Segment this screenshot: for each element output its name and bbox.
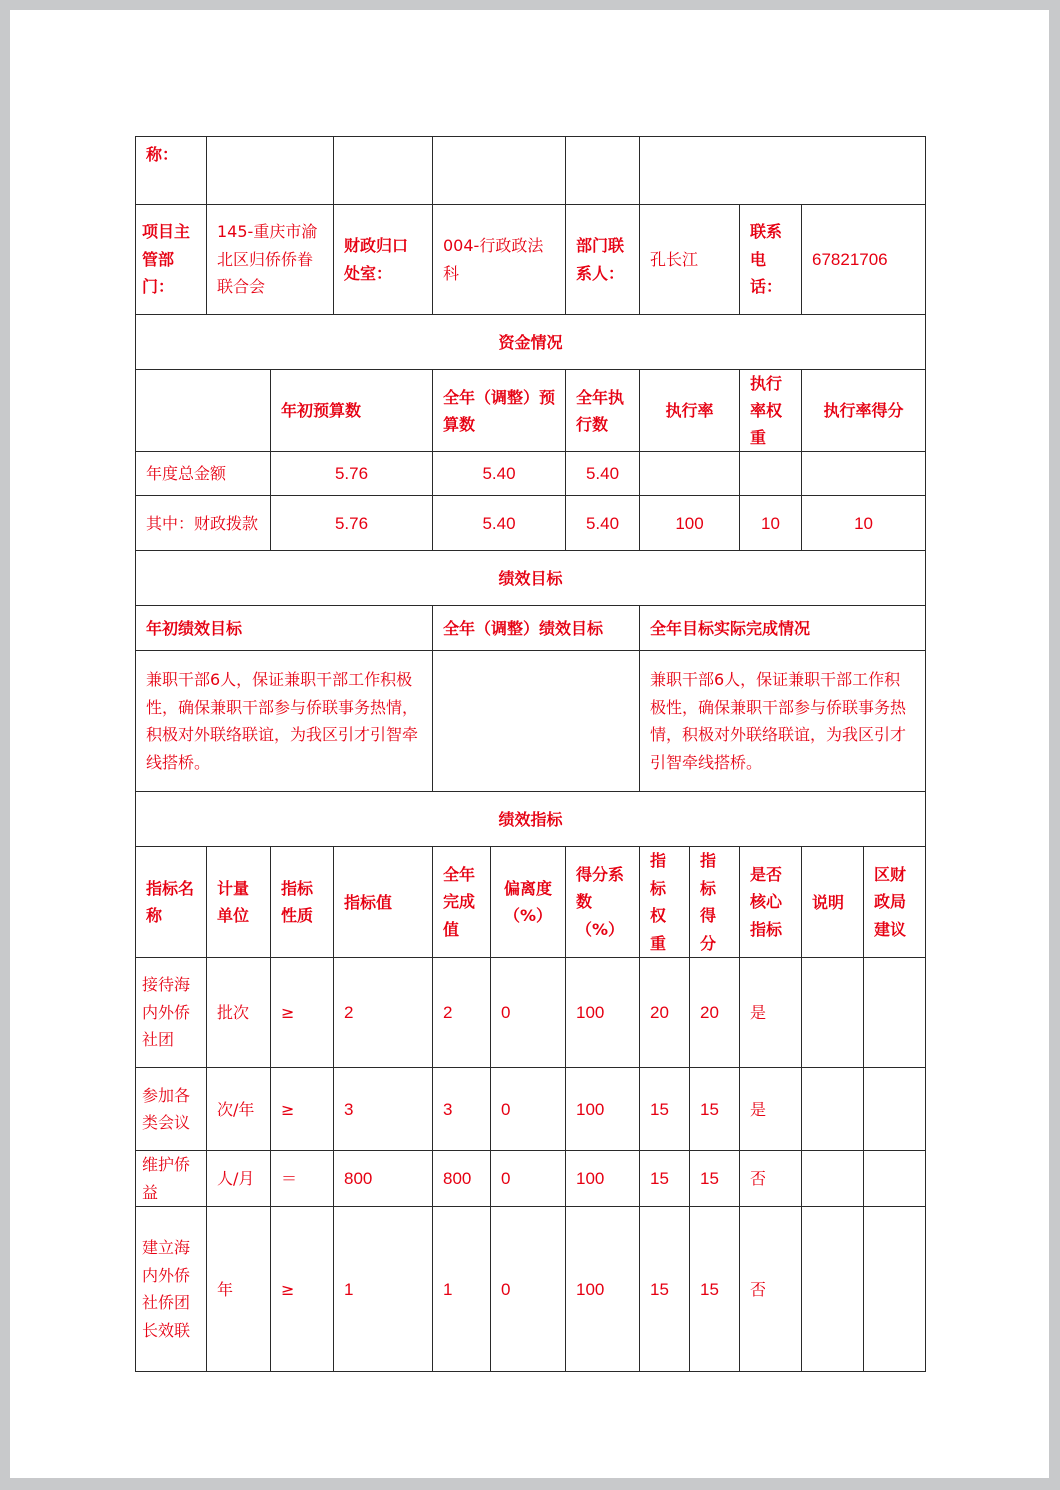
ind-header-nature: 指标性质 [271, 847, 334, 958]
name-cell-1 [207, 137, 334, 205]
ind-value: 800 [334, 1151, 433, 1207]
contact-value: 孔长江 [640, 205, 740, 315]
document-page [10, 10, 1049, 1478]
ind-unit: 年 [207, 1207, 271, 1372]
ind-unit: 次/年 [207, 1068, 271, 1151]
ind-nature: ≥ [271, 958, 334, 1068]
ind-header-deviation: 偏离度（%） [491, 847, 566, 958]
ind-header-unit: 计量单位 [207, 847, 271, 958]
funds-header-empty [136, 370, 271, 452]
ind-nature: ≥ [271, 1207, 334, 1372]
indicator-row [136, 958, 926, 1068]
ind-score: 15 [690, 1068, 740, 1151]
ind-name: 建立海内外侨社侨团长效联 [136, 1207, 207, 1372]
ind-advice [864, 958, 926, 1068]
name-cell-4 [566, 137, 640, 205]
name-cell-2 [334, 137, 433, 205]
funds-header-budget: 年初预算数 [271, 370, 433, 452]
funds-rate-value: 100 [640, 496, 740, 551]
finance-label: 财政归口处室： [334, 205, 433, 315]
funds-rate-value [640, 452, 740, 496]
ind-advice [864, 1207, 926, 1372]
ind-completed: 2 [433, 958, 491, 1068]
name-cell-5 [640, 137, 926, 205]
ind-nature: ≥ [271, 1068, 334, 1151]
ind-value: 3 [334, 1068, 433, 1151]
ind-score: 15 [690, 1207, 740, 1372]
ind-unit: 批次 [207, 958, 271, 1068]
ind-score: 20 [690, 958, 740, 1068]
ind-coef: 100 [566, 1151, 640, 1207]
funds-header-weight: 执行率权重 [740, 370, 802, 452]
finance-value: 004-行政政法科 [433, 205, 566, 315]
ind-score: 15 [690, 1151, 740, 1207]
ind-completed: 800 [433, 1151, 491, 1207]
ind-weight: 15 [640, 1151, 690, 1207]
ind-coef: 100 [566, 958, 640, 1068]
ind-value: 1 [334, 1207, 433, 1372]
ind-core: 是 [740, 1068, 802, 1151]
goals-header-row [136, 606, 926, 651]
ind-unit: 人/月 [207, 1151, 271, 1207]
funds-adjusted-value: 5.40 [433, 452, 566, 496]
funds-header-rate: 执行率 [640, 370, 740, 452]
funds-row-label: 其中：财政拨款 [136, 496, 271, 551]
manager-value: 145-重庆市渝北区归侨侨眷联合会 [207, 205, 334, 315]
goals-title: 绩效目标 [136, 551, 926, 606]
ind-note [802, 1151, 864, 1207]
funds-executed-value: 5.40 [566, 496, 640, 551]
funds-header-executed: 全年执行数 [566, 370, 640, 452]
goals-header-initial: 年初绩效目标 [136, 606, 433, 651]
ind-completed: 1 [433, 1207, 491, 1372]
goals-header-actual: 全年目标实际完成情况 [640, 606, 926, 651]
indicators-title: 绩效指标 [136, 792, 926, 847]
funds-weight-value: 10 [740, 496, 802, 551]
ind-weight: 15 [640, 1068, 690, 1151]
funds-score-value [802, 452, 926, 496]
goals-initial-text: 兼职干部6人，保证兼职干部工作积极性，确保兼职干部参与侨联事务热情，积极对外联络联谊，为我区引才引智牵线搭桥。 [136, 651, 433, 792]
funds-weight-value [740, 452, 802, 496]
ind-header-completed: 全年完成值 [433, 847, 491, 958]
funds-title: 资金情况 [136, 315, 926, 370]
funds-executed-value: 5.40 [566, 452, 640, 496]
funds-budget-value: 5.76 [271, 452, 433, 496]
indicator-row [136, 1068, 926, 1151]
ind-header-value: 指标值 [334, 847, 433, 958]
manager-label: 项目主管部门： [136, 205, 207, 315]
ind-name: 参加各类会议 [136, 1068, 207, 1151]
funds-header-score: 执行率得分 [802, 370, 926, 452]
ind-note [802, 1207, 864, 1372]
ind-completed: 3 [433, 1068, 491, 1151]
indicator-row [136, 1207, 926, 1372]
dept-row [136, 205, 926, 315]
ind-header-note: 说明 [802, 847, 864, 958]
ind-deviation: 0 [491, 1068, 566, 1151]
goals-actual-text: 兼职干部6人，保证兼职干部工作积极性，确保兼职干部参与侨联事务热情，积极对外联络联谊，为我区引才引智牵线搭桥。 [640, 651, 926, 792]
ind-header-weight: 指标权重 [640, 847, 690, 958]
funds-adjusted-value: 5.40 [433, 496, 566, 551]
name-row [136, 137, 926, 205]
funds-header-adjusted: 全年（调整）预算数 [433, 370, 566, 452]
ind-header-name: 指标名称 [136, 847, 207, 958]
ind-value: 2 [334, 958, 433, 1068]
ind-advice [864, 1068, 926, 1151]
indicators-title-row [136, 792, 926, 847]
funds-title-row [136, 315, 926, 370]
ind-coef: 100 [566, 1068, 640, 1151]
name-label: 称： [136, 137, 207, 205]
ind-advice [864, 1151, 926, 1207]
contact-label: 部门联系人： [566, 205, 640, 315]
ind-core: 否 [740, 1151, 802, 1207]
ind-nature: ＝ [271, 1151, 334, 1207]
funds-budget-value: 5.76 [271, 496, 433, 551]
funds-header-row [136, 370, 926, 452]
goals-title-row [136, 551, 926, 606]
ind-name: 维护侨益 [136, 1151, 207, 1207]
ind-deviation: 0 [491, 958, 566, 1068]
indicator-row [136, 1151, 926, 1207]
ind-deviation: 0 [491, 1207, 566, 1372]
ind-coef: 100 [566, 1207, 640, 1372]
funds-row-label: 年度总金额 [136, 452, 271, 496]
ind-weight: 20 [640, 958, 690, 1068]
ind-header-score: 指标得分 [690, 847, 740, 958]
goals-adjusted-text [433, 651, 640, 792]
ind-name: 接待海内外侨社团 [136, 958, 207, 1068]
funds-row-total [136, 452, 926, 496]
ind-header-coef: 得分系数（%） [566, 847, 640, 958]
funds-row-fiscal [136, 496, 926, 551]
ind-note [802, 1068, 864, 1151]
phone-value: 67821706 [802, 205, 926, 315]
ind-core: 否 [740, 1207, 802, 1372]
indicators-header-row [136, 847, 926, 958]
ind-deviation: 0 [491, 1151, 566, 1207]
ind-weight: 15 [640, 1207, 690, 1372]
ind-header-advice: 区财政局建议 [864, 847, 926, 958]
ind-note [802, 958, 864, 1068]
goals-content-row [136, 651, 926, 792]
funds-score-value: 10 [802, 496, 926, 551]
goals-header-adjusted: 全年（调整）绩效目标 [433, 606, 640, 651]
performance-table [135, 136, 926, 1372]
phone-label: 联系电话： [740, 205, 802, 315]
ind-header-core: 是否核心指标 [740, 847, 802, 958]
name-cell-3 [433, 137, 566, 205]
ind-core: 是 [740, 958, 802, 1068]
